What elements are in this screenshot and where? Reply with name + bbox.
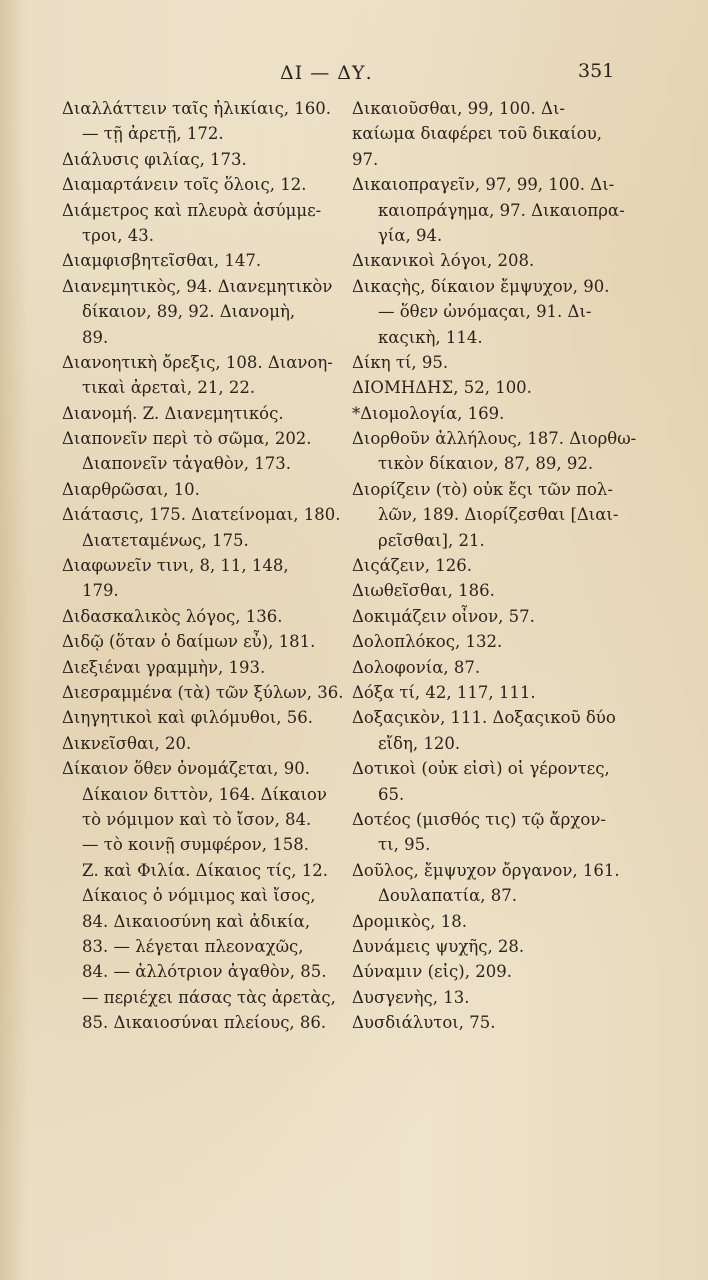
index-entry-line: καιοπράγημα, 97. Δικαιοπρα-	[378, 200, 625, 220]
index-entry-line: Διαμαρτάνειν τοῖς ὅλοις, 12.	[62, 175, 307, 195]
index-entry-line: Δίκαιον διττὸν, 164. Δίκαιον	[82, 784, 327, 804]
running-head: ΔΙ — ΔΥ.	[280, 62, 373, 84]
index-entry-line: τὸ νόμιμον καὶ τὸ ἴσον, 84.	[82, 809, 312, 829]
index-entry-line: Διορθοῦν ἀλλήλους, 187. Διορθω-	[352, 429, 637, 449]
index-entry-line: Δικανικοὶ λόγοι, 208.	[352, 251, 535, 271]
index-entry-line: 179.	[82, 581, 119, 601]
index-entry-line: Δοῦλος, ἔμψυχον ὄργανον, 161.	[352, 860, 620, 880]
index-entry-line: Διαρθρῶσαι, 10.	[62, 479, 200, 499]
index-entry-line: 65.	[378, 784, 405, 804]
index-entry-line: εἴδη, 120.	[378, 733, 461, 753]
index-entry-line: Δικαιοπραγεῖν, 97, 99, 100. Δι-	[352, 175, 615, 195]
index-entry-line: *Διομολογία, 169.	[352, 403, 505, 423]
index-entry-line: Δοτέος (μισθός τις) τῷ ἄρχον-	[352, 809, 606, 829]
index-entry-line: Διαπονεῖν τἀγαθὸν, 173.	[82, 454, 292, 474]
index-entry-line: — περιέχει πάσας τὰς ἀρετὰς,	[82, 987, 336, 1007]
index-entry-line: Διορίζειν (τὸ) οὐκ ἔςι τῶν πολ-	[352, 479, 613, 499]
index-entry-line: Δοκιμάζειν οἶνον, 57.	[352, 606, 535, 626]
index-entry-line: Διςάζειν, 126.	[352, 556, 472, 576]
index-entry-line: τροι, 43.	[82, 225, 154, 245]
index-entry-line: 84. — ἀλλότριον ἀγαθὸν, 85.	[82, 962, 327, 982]
index-entry-line: Διεξιέναι γραμμὴν, 193.	[62, 657, 266, 677]
index-entry-line: Διάλυσις φιλίας, 173.	[62, 149, 247, 169]
index-entry-line: Διαμφισβητεῖσθαι, 147.	[62, 251, 262, 271]
index-entry-line: Διάτασις, 175. Διατείνομαι, 180.	[62, 505, 341, 525]
index-entry-line: λῶν, 189. Διορίζεσθαι [Διαι-	[378, 505, 619, 525]
index-entry-line: Δρομικὸς, 18.	[352, 911, 467, 931]
index-entry-line: Δίκη τί, 95.	[352, 352, 449, 372]
index-entry-line: Ζ. καὶ Φιλία. Δίκαιος τίς, 12.	[82, 860, 328, 880]
index-column-right	[352, 96, 664, 1035]
index-entry-line: τικαὶ ἀρεταὶ, 21, 22.	[82, 378, 256, 398]
index-entry-line: — τῇ ἀρετῇ, 172.	[82, 124, 224, 144]
index-entry-line: Διαφωνεῖν τινι, 8, 11, 148,	[62, 556, 289, 576]
index-entry-line: Δοξαςικὸν, 111. Δοξαςικοῦ δύο	[352, 708, 616, 728]
index-entry-line: Δίκαιον ὅθεν ὀνομάζεται, 90.	[62, 759, 310, 779]
index-entry-line: 85. Δικαιοσύναι πλείους, 86.	[82, 1013, 327, 1033]
index-entry-line: Διατεταμένως, 175.	[82, 530, 249, 550]
index-entry-line: Δουλαπατία, 87.	[378, 886, 517, 906]
index-entry-line: 89.	[82, 327, 109, 347]
index-entry-line: καςικὴ, 114.	[378, 327, 483, 347]
index-entry-line: 84. Δικαιοσύνη καὶ ἀδικία,	[82, 911, 311, 931]
index-entry-line: Διδασκαλικὸς λόγος, 136.	[62, 606, 283, 626]
index-entry-line: δίκαιον, 89, 92. Διανομὴ,	[82, 302, 296, 322]
index-entry-line: 97.	[352, 149, 379, 169]
index-entry-line: Διάμετρος καὶ πλευρὰ ἀσύμμε-	[62, 200, 322, 220]
index-entry-line: Διανεμητικὸς, 94. Διανεμητικὸν	[62, 276, 333, 296]
index-entry-line: Δικαςὴς, δίκαιον ἔμψυχον, 90.	[352, 276, 610, 296]
page-number: 351	[578, 60, 615, 82]
index-entry-line: 83. — λέγεται πλεοναχῶς,	[82, 936, 304, 956]
index-entry-line: Δολοπλόκος, 132.	[352, 632, 503, 652]
index-entry-line: τι, 95.	[378, 835, 431, 855]
index-entry-line: Δυνάμεις ψυχῆς, 28.	[352, 936, 525, 956]
index-entry-line: Δικνεῖσθαι, 20.	[62, 733, 192, 753]
index-entry-line: Διανοητικὴ ὄρεξις, 108. Διανοη-	[62, 352, 333, 372]
index-entry-line: Δοτικοὶ (οὐκ εἰσὶ) οἱ γέροντες,	[352, 759, 610, 779]
index-entry-line: τικὸν δίκαιον, 87, 89, 92.	[378, 454, 594, 474]
index-entry-line: Διαλλάττειν ταῖς ἡλικίαις, 160.	[62, 99, 332, 118]
index-entry-line: — ὅθεν ὠνόμαςαι, 91. Δι-	[378, 302, 592, 322]
index-entry-line: ρεῖσθαι], 21.	[378, 530, 485, 550]
index-entry-line: Δίκαιος ὁ νόμιμος καὶ ἴσος,	[82, 886, 316, 906]
index-column-left	[62, 96, 352, 1035]
index-entry-line: γία, 94.	[378, 225, 443, 245]
index-entry-line: Διηγητικοὶ καὶ φιλόμυθοι, 56.	[62, 708, 313, 728]
index-entry-line: — τὸ κοινῇ συμφέρον, 158.	[82, 835, 309, 855]
index-entry-line: Δυσγενὴς, 13.	[352, 987, 470, 1007]
index-entry-line: Διωθεῖσθαι, 186.	[352, 581, 495, 601]
index-entry-line: Διαπονεῖν περὶ τὸ σῶμα, 202.	[62, 429, 312, 449]
index-entry-line: Δύναμιν (εἰς), 209.	[352, 962, 512, 982]
index-entry-line: καίωμα διαφέρει τοῦ δικαίου,	[352, 124, 602, 144]
index-entry-line: Διανομή. Ζ. Διανεμητικός.	[62, 403, 284, 423]
index-entry-line: Διεσραμμένα (τὰ) τῶν ξύλων, 36.	[62, 682, 344, 702]
index-entry-line: Δολοφονία, 87.	[352, 657, 481, 677]
index-entry-line: Διδῷ (ὅταν ὁ δαίμων εὖ), 181.	[62, 632, 316, 652]
index-entry-line: Δικαιοῦσθαι, 99, 100. Δι-	[352, 99, 566, 118]
index-entry-line: Δυσδιάλυτοι, 75.	[352, 1013, 496, 1033]
index-entry-line: ΔΙΟΜΗΔΗΣ, 52, 100.	[352, 378, 532, 398]
index-entry-line: Δόξα τί, 42, 117, 111.	[352, 682, 536, 702]
